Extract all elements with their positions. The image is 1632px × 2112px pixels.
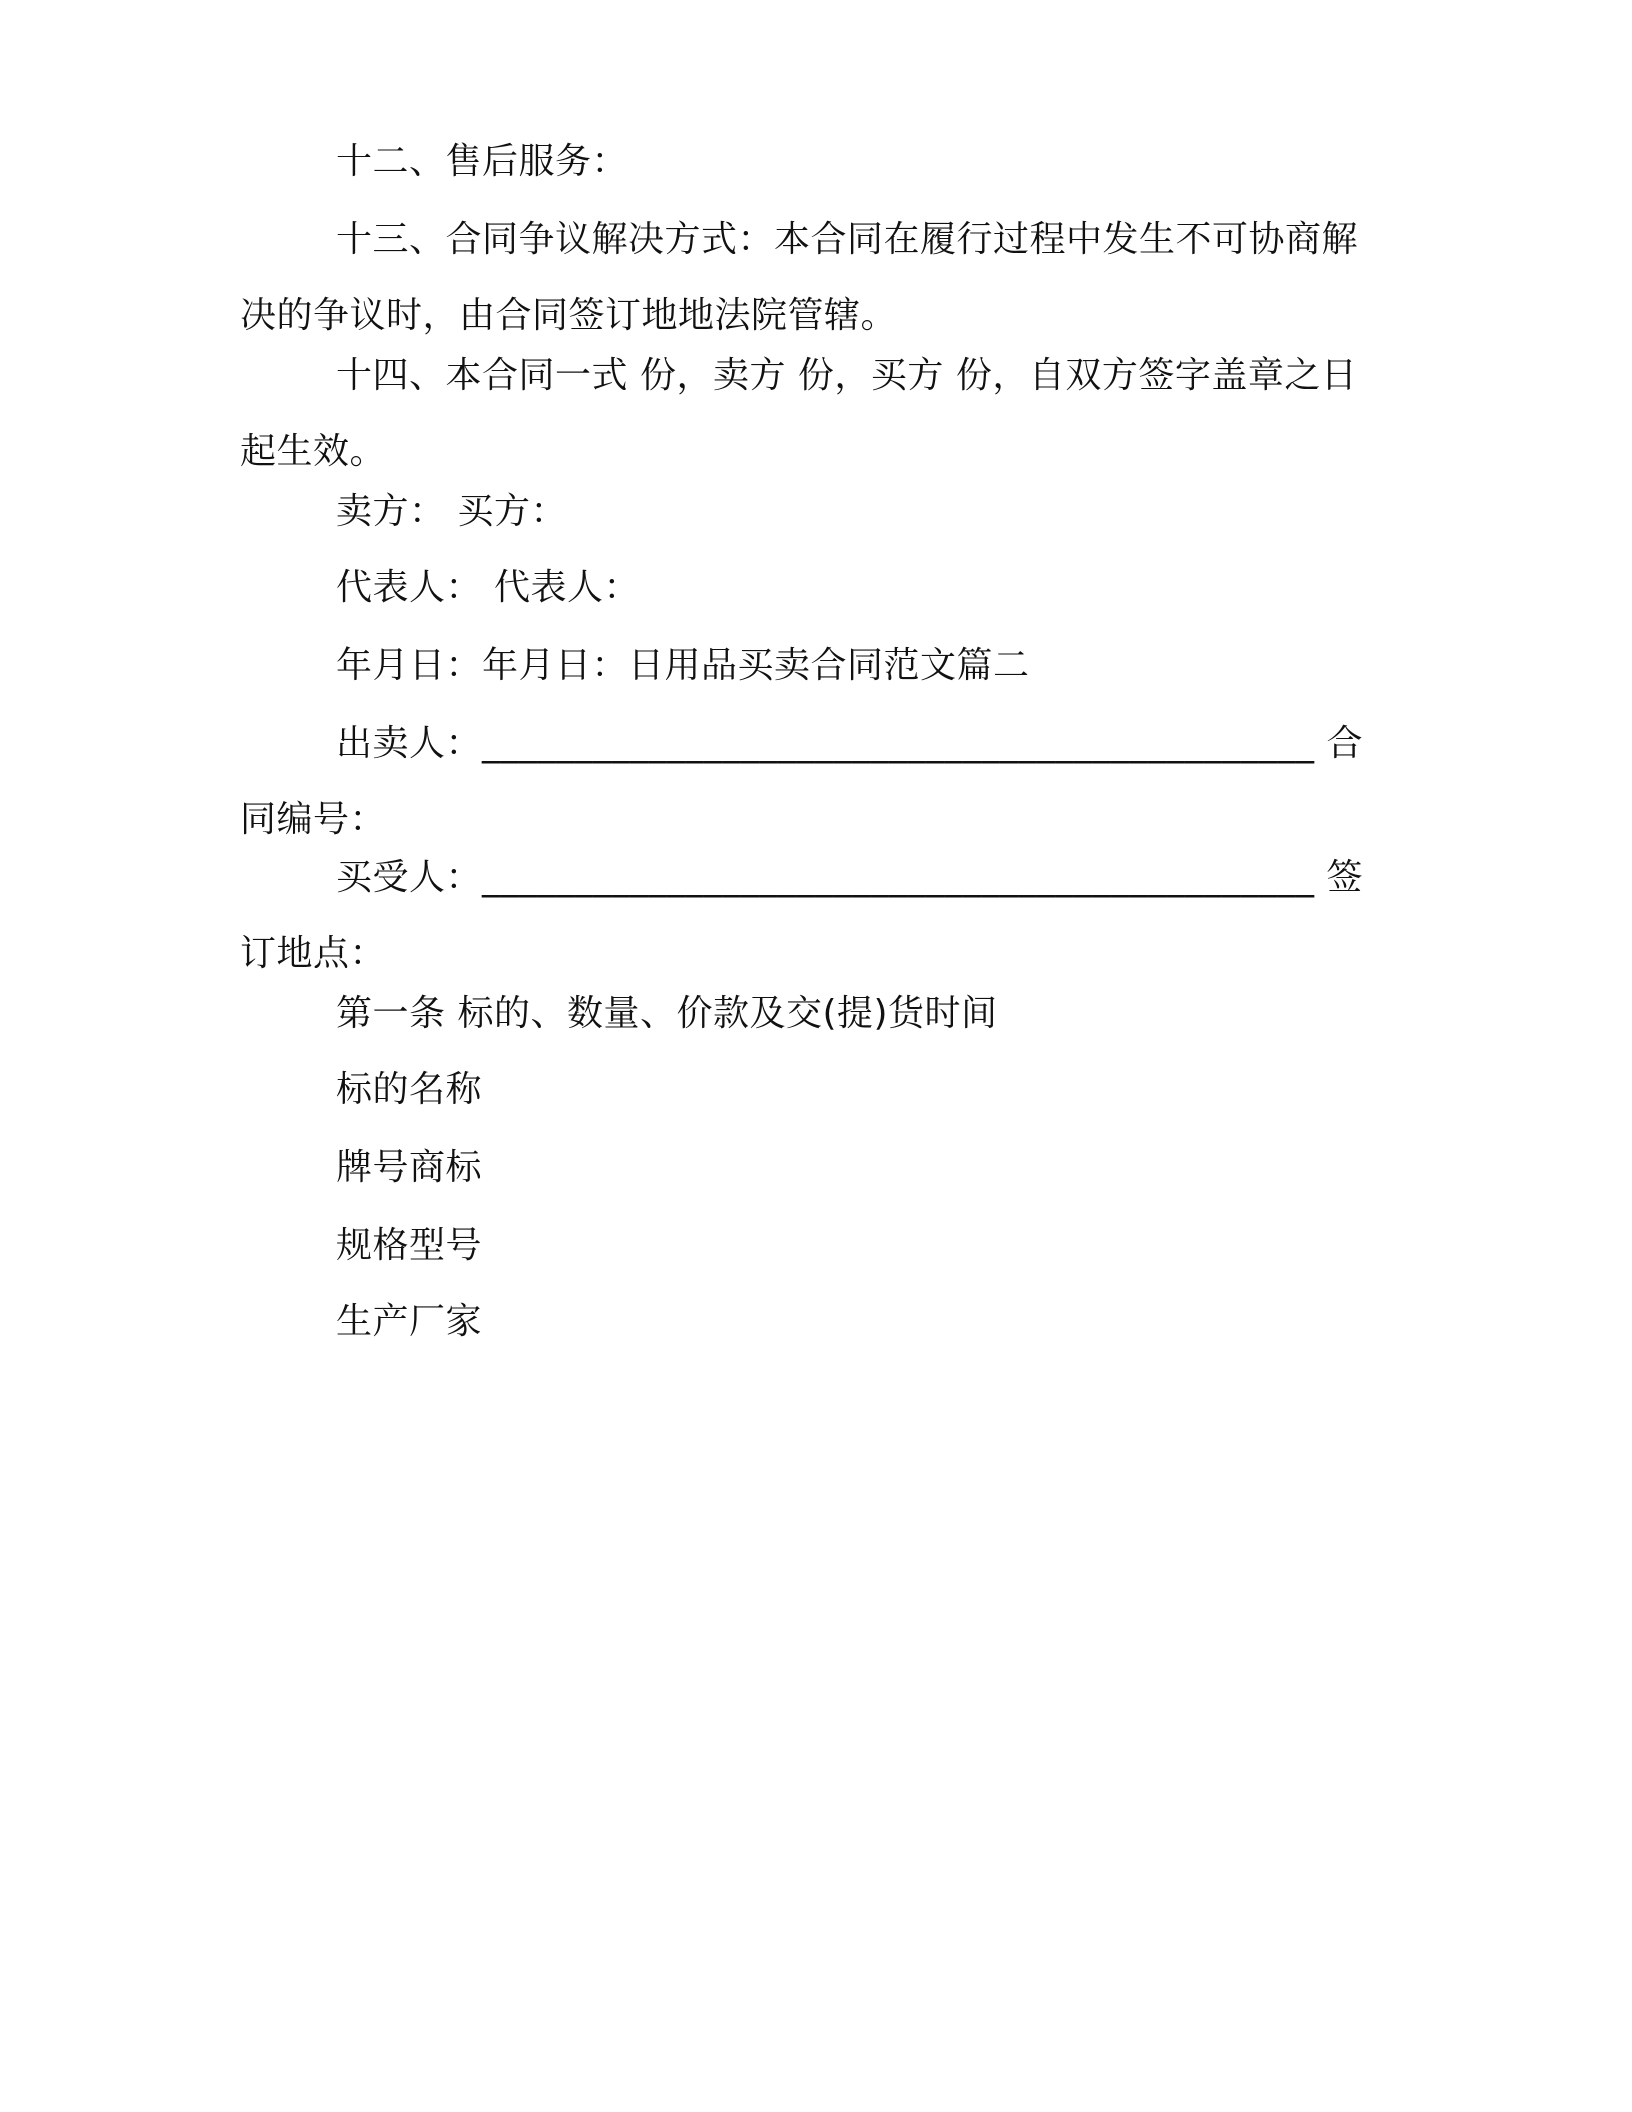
article-1-heading [240, 976, 1380, 1052]
representatives-text: 代表人： 代表人： [336, 567, 640, 608]
representatives-line [240, 550, 1380, 626]
parties-line [240, 474, 1380, 550]
dates-and-title-line [240, 628, 1380, 704]
clause-13-line-1: 十三、合同争议解决方式：本合同在履行过程中发生不可协商解 [336, 219, 1359, 260]
item-name-label [240, 1052, 1380, 1128]
spec-label [240, 1208, 1380, 1284]
manufacturer-text: 生产厂家 [336, 1301, 483, 1342]
seller-field-line-2: 同编号： [240, 799, 387, 840]
seller-field-line-1: 出卖人：_____________________________________________ 合 [336, 723, 1363, 764]
manufacturer-label [240, 1284, 1380, 1360]
clause-13 [240, 202, 1380, 354]
seller-field [240, 706, 1380, 858]
brand-text: 牌号商标 [336, 1147, 483, 1188]
article-1-text: 第一条 标的、数量、价款及交(提)货时间 [336, 993, 998, 1034]
clause-12 [240, 124, 1380, 200]
buyer-field-line-1: 买受人：_____________________________________________ 签 [336, 857, 1363, 898]
dates-and-title-text: 年月日：年月日：日用品买卖合同范文篇二 [336, 645, 1030, 686]
parties-text: 卖方： 买方： [336, 491, 567, 532]
spec-text: 规格型号 [336, 1225, 483, 1266]
clause-14-line-2: 起生效。 [240, 431, 387, 472]
item-name-text: 标的名称 [336, 1069, 483, 1110]
clause-13-line-2: 决的争议时，由合同签订地地法院管辖。 [240, 295, 898, 336]
clause-14-line-1: 十四、本合同一式 份，卖方 份，买方 份，自双方签字盖章之日 [336, 355, 1358, 396]
buyer-field [240, 840, 1380, 992]
brand-label [240, 1130, 1380, 1206]
clause-14 [240, 338, 1380, 490]
buyer-field-line-2: 订地点： [240, 933, 387, 974]
clause-12-text: 十二、售后服务： [336, 141, 629, 182]
